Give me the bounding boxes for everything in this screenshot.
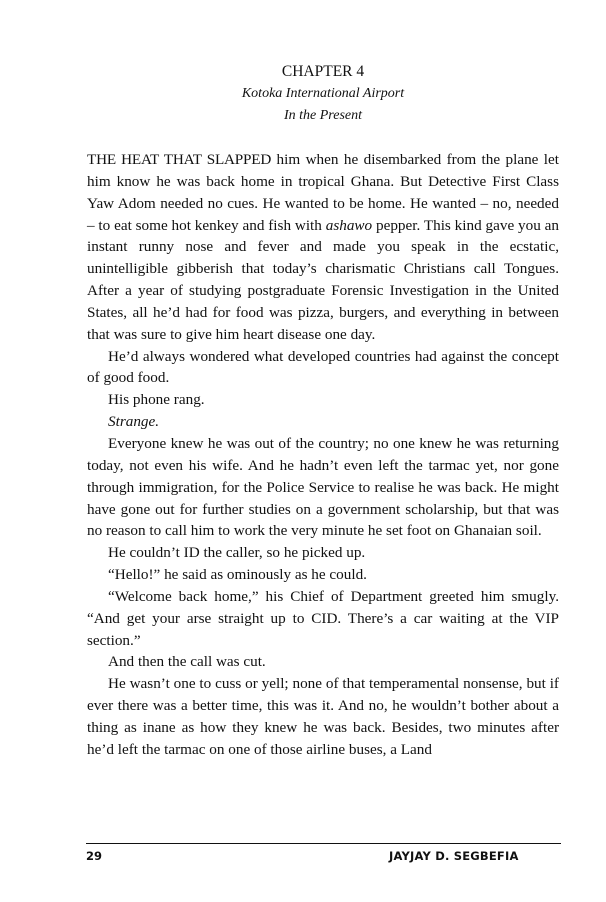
paragraph: And then the call was cut. <box>108 653 266 671</box>
paragraph <box>87 411 559 433</box>
paragraph: “Welcome back home,” his Chief of Department greeted him smugly. “And get your arse straight up to CID. There’s a car waiting at the VIP section.” <box>87 587 559 649</box>
paragraph: He couldn’t ID the caller, so he picked up. <box>108 544 366 562</box>
italic-paragraph: Strange. <box>108 413 160 431</box>
paragraph: He’d always wondered what developed countries had against the concept of good food. <box>87 347 559 387</box>
footer-divider <box>86 843 561 844</box>
chapter-heading <box>0 61 606 127</box>
paragraph-lead: THE HEAT THAT SLAPPED <box>87 151 272 168</box>
paragraph: His phone rang. <box>108 391 205 409</box>
page-footer <box>86 849 536 865</box>
chapter-time: In the Present <box>283 108 362 123</box>
paragraph: He wasn’t one to cuss or yell; none of that temperamental nonsense, but if ever there was a better time, this was it. And no, he wouldn’t bother about a thing as inane as how they knew he was back. Besides, two minutes after he’d left the tarmac on one of those airline buses, a Land <box>87 675 559 758</box>
paragraph: “Hello!” he said as ominously as he could. <box>108 566 367 584</box>
italic-word: ashawo <box>325 216 373 234</box>
page-number: 29 <box>86 849 103 863</box>
author-name: JAYJAY D. SEGBEFIA <box>389 849 519 863</box>
chapter-location: Kotoka International Airport <box>241 86 405 101</box>
chapter-body <box>87 149 559 761</box>
paragraph: Everyone knew he was out of the country; no one knew he was returning today, not even his wife. And he hadn’t even left the tarmac yet, nor gone through immigration, for the Police Service to realise he was back. He might have gone out for further studies on a government scholarship, but that was no reason to call him to work the very minute he set foot on Ghanaian soil. <box>87 434 559 540</box>
paragraph-text: him when he disembarked from the plane let him know he was back home in tropical Ghana. But Detective First Class Yaw Adom needed no cues. He wanted to be home. He wanted – no, needed – to eat some hot kenkey and fish with <box>87 151 559 234</box>
chapter-title: CHAPTER 4 <box>281 63 365 80</box>
paragraph-text: pepper. This kind gave you an instant runny nose and fever and made you speak in the ecstatic, unintelligible gibberish that today’s charismatic Christians call Tongues. After a year of studying postgraduate Forensic Investigation in the United States, all he’d had for food was pizza, burgers, and everything in between that was sure to give him heart disease one day. <box>87 216 559 343</box>
paragraph <box>87 149 559 346</box>
